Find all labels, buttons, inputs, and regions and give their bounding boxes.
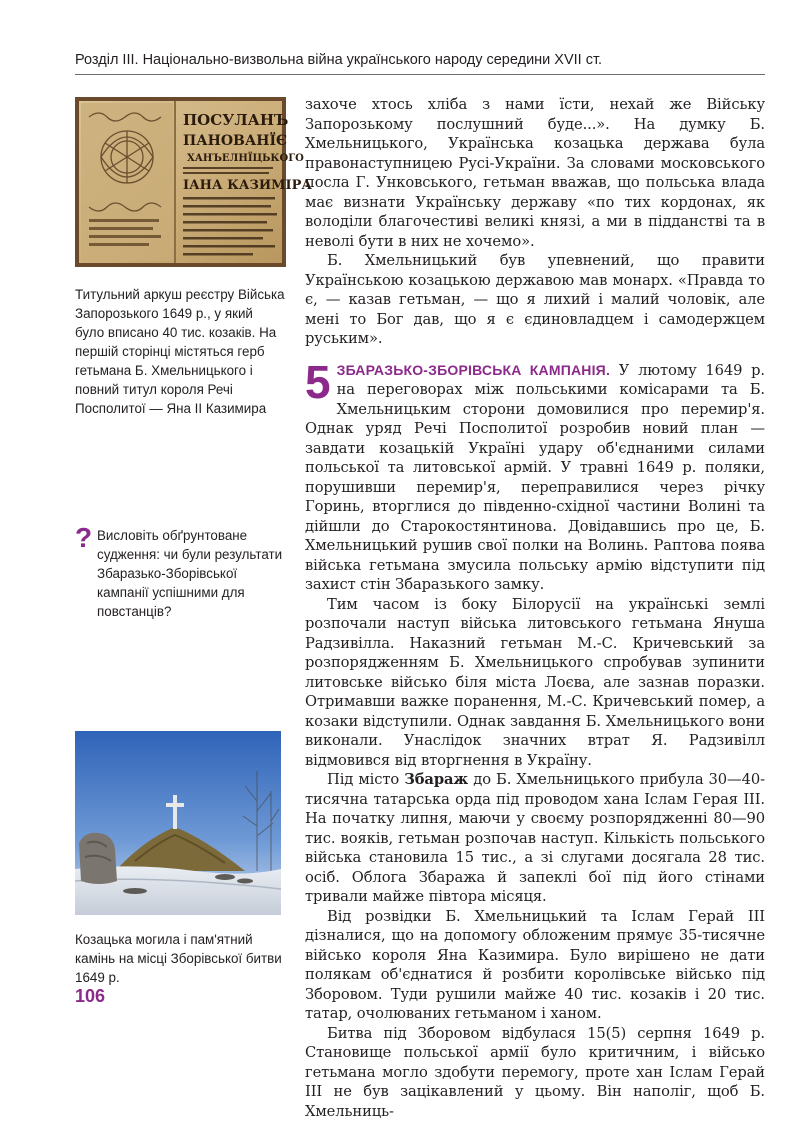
manuscript-line-4: ІАНА КАЗИМІРА [183, 178, 312, 193]
paragraph-1: захоче хтось хліба з нами їсти, нехай же Війську Запорозькому послушний буде...». На думку Б. Хмельницького, Українська козацька держава була правонаступницею Русі-України. За словами московського посла Г. Унковського, гетьман вважав, що польська влада має визнати Українську державу «по тих кордонах, як володіли благочестиві великі князі, а ми в підданстві та в неволі бути в них не хочемо». [305, 95, 765, 251]
paragraph-4: Тим часом із боку Білорусії на українські землі розпочали наступ війська литовського гетьмана Януша Радзивілла. Наказний гетьман М.-С. Кричевський за розпорядженням Б. Хмельницького спробував зупинити литовське військо біля міста Лоєва, але зазнав поразки. Отримавши важке поранення, М.-С. Кричевський помер, а козаки відступили. Однак завдання Б. Хмельницького вони виконали. Унаслідок значних втрат Я. Радзивілл відмовився від вторгнення в Україну. [305, 595, 765, 771]
zbarazh-term: Збараж [404, 771, 468, 788]
register-caption: Титульний аркуш реєстру Війська Запорозького 1649 р., у який було вписано 40 тис. козаків. На першій сторінці містяться герб гетьмана Б. Хмельницького і повний титул короля Речі Посполитої — Яна ІІ Казимира [75, 285, 285, 418]
page-number: 106 [75, 986, 105, 1007]
header-divider [75, 74, 765, 75]
main-text-column [305, 95, 765, 1121]
cossack-grave-illustration [75, 731, 281, 915]
discussion-question [75, 526, 290, 621]
section-5 [305, 361, 765, 595]
running-header: Розділ ІІІ. Національно-визвольна війна українського народу середини XVII ст. [75, 52, 765, 68]
manuscript-illustration [75, 97, 286, 267]
register-title-page-image [75, 97, 286, 267]
question-mark-icon: ? [75, 522, 92, 554]
paragraph-5-lead: Під місто [327, 771, 404, 788]
manuscript-line-1: ПОСУЛАНЪ [183, 111, 288, 129]
paragraph-5 [305, 770, 765, 907]
paragraph-7: Битва під Зборовом відбулася 15(5) серпня 1649 р. Становище польської армії було критичним, і військо гетьмана могло здобути перемогу, проте хан Іслам Герай ІІІ не був зацікавлений у цьому. Він наполіг, щоб Б. Хмельниць- [305, 1024, 765, 1121]
manuscript-line-3: ХАНЪЕЛНЇЦЬКОГО [187, 151, 304, 164]
paragraph-5-rest: до Б. Хмельницького прибула 30—40-тисячна татарська орда під проводом хана Іслам Герая ІІІ. На початку липня, маючи у своєму розпорядженні 80—90 тис. вояків, гетьман розпочав наступ. Кількість польського війська становила 15 тис., а зі слугами досягала 28 тис. осіб. Облога Збаража й запеклі бої під його стінами тривали майже півтора місяця. [305, 771, 765, 905]
grave-caption: Козацька могила і пам'ятний камінь на місці Зборівської битви 1649 р. [75, 930, 285, 987]
section-number: 5 [305, 363, 331, 401]
paragraph-3: У лютому 1649 р. на переговорах між польськими комісарами та Б. Хмельницьким сторони домовилися про перемир'я. Однак уряд Речі Посполитої розробив новий план — завдати козацькій Україні удару об'єднаними силами польської та литовської армій. У травні 1649 р. поляки, порушивши перемир'я, переправилися через річку Горинь, вторглися до південно-східної частини Волині та дійшли до Старокостянтинова. Довідавшись про це, Б. Хмельницький рушив свої полки на Волинь. Раптова поява війська гетьмана змусила польську армію відступити під захист стін Збаразького замку. [305, 362, 765, 594]
paragraph-6: Від розвідки Б. Хмельницький та Іслам Герай ІІІ дізналися, що на допомогу обложеним прямує 35-тисячне військо короля Яна Казимира. Було вирішено не дати полякам об'єднатися й розбити королівське військо під Зборовом. Туди рушили майже 40 тис. козаків і 20 тис. татар, очолюваних гетьманом і ханом. [305, 907, 765, 1024]
manuscript-line-2: ПАНОВАНЇЄ [183, 130, 287, 149]
section-title: ЗБАРАЗЬКО-ЗБОРІВСЬКА КАМПАНІЯ. [337, 362, 610, 378]
cossack-grave-photo [75, 731, 281, 915]
paragraph-2: Б. Хмельницький був упевнений, що правити Українською козацькою державою мав монарх. «Правда то є, — казав гетьман, — що я лихий і малий чоловік, але мені то Бог дав, що я є єдиновладцем і самодержцем руським». [305, 251, 765, 349]
question-text: Висловіть обґрунтоване судження: чи були результати Збаразько-Зборівської кампанії успішними для повстанців? [97, 526, 290, 621]
